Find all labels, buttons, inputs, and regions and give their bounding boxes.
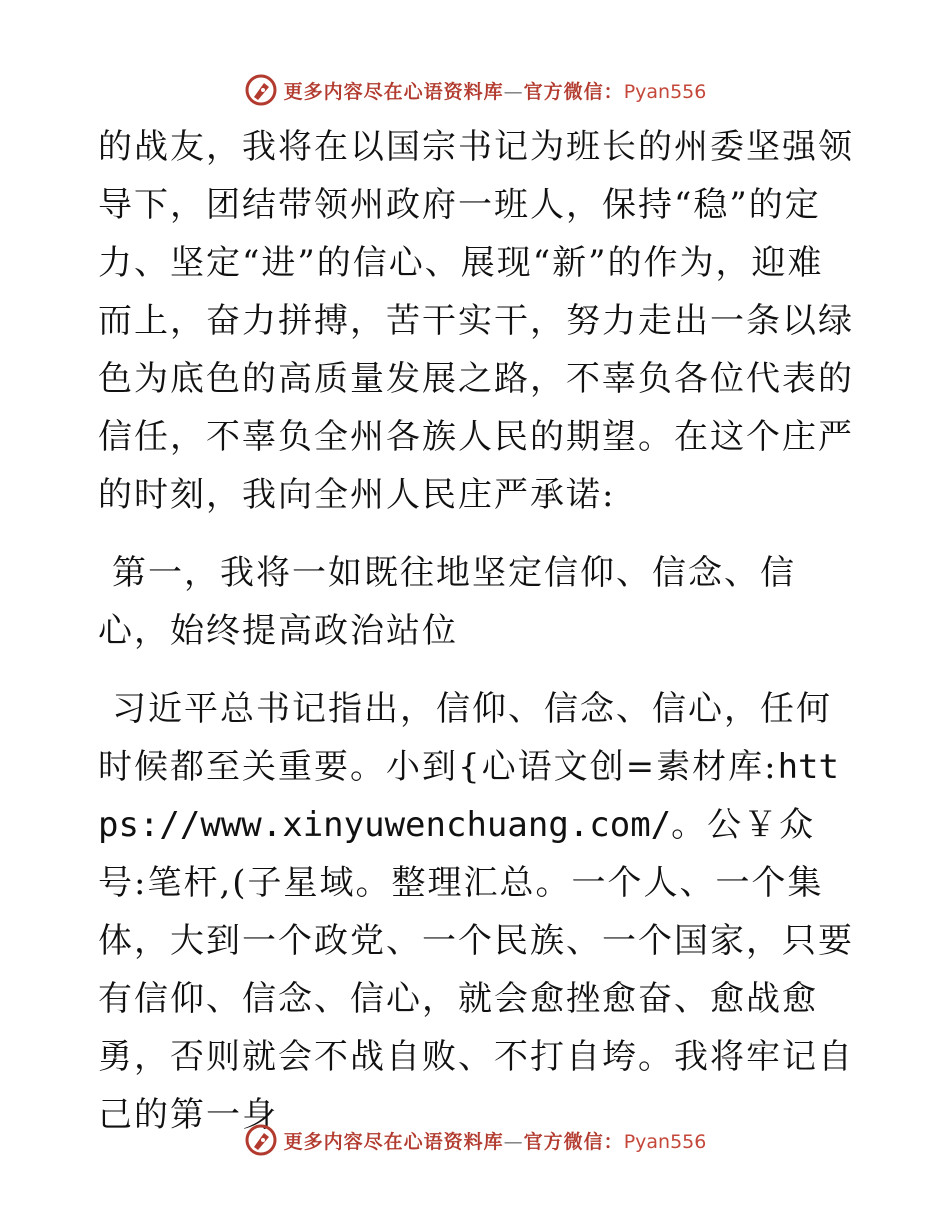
watermark-text: 更多内容尽在心语资料库—官方微信：Pyan556 xyxy=(283,1130,707,1153)
pen-nib-logo-icon xyxy=(244,1123,278,1157)
source-url: https://www.xinyuwenchuang.com/ xyxy=(98,747,839,845)
paragraph-2-text-b: 。公￥众号:笔杆,(子星域。整理汇总。一个人、一个集体，大到一个政党、一个民族、一个国家，只要有信仰、信念、信心，就会愈挫愈奋、愈战愈勇，否则就会不战自败、不打自垮。我将牢记自己的第一身 xyxy=(98,805,854,1135)
watermark-banner-top xyxy=(0,70,950,110)
paragraph-2-text-a: 习近平总书记指出，信仰、信念、信心，任何时候都至关重要。小到{心语文创=素材库: xyxy=(98,689,832,787)
watermark-banner-bottom xyxy=(0,1120,950,1160)
section-heading: 第一，我将一如既往地坚定信仰、信念、信心，始终提高政治站位 xyxy=(98,553,796,651)
pen-nib-logo-icon xyxy=(244,73,278,107)
watermark-text: 更多内容尽在心语资料库—官方微信：Pyan556 xyxy=(283,80,707,103)
paragraph-2 xyxy=(98,680,858,1144)
paragraph-1: 的战友，我将在以国宗书记为班长的州委坚强领导下，团结带领州政府一班人，保持“稳”的定力、坚定“进”的信心、展现“新”的作为，迎难而上，奋力拼搏，苦干实干，努力走出一条以绿色为底色的高质量发展之路，不辜负各位代表的信任，不辜负全州各族人民的期望。在这个庄严的时刻，我向全州人民庄严承诺: xyxy=(98,127,854,515)
document-body xyxy=(98,118,858,1144)
